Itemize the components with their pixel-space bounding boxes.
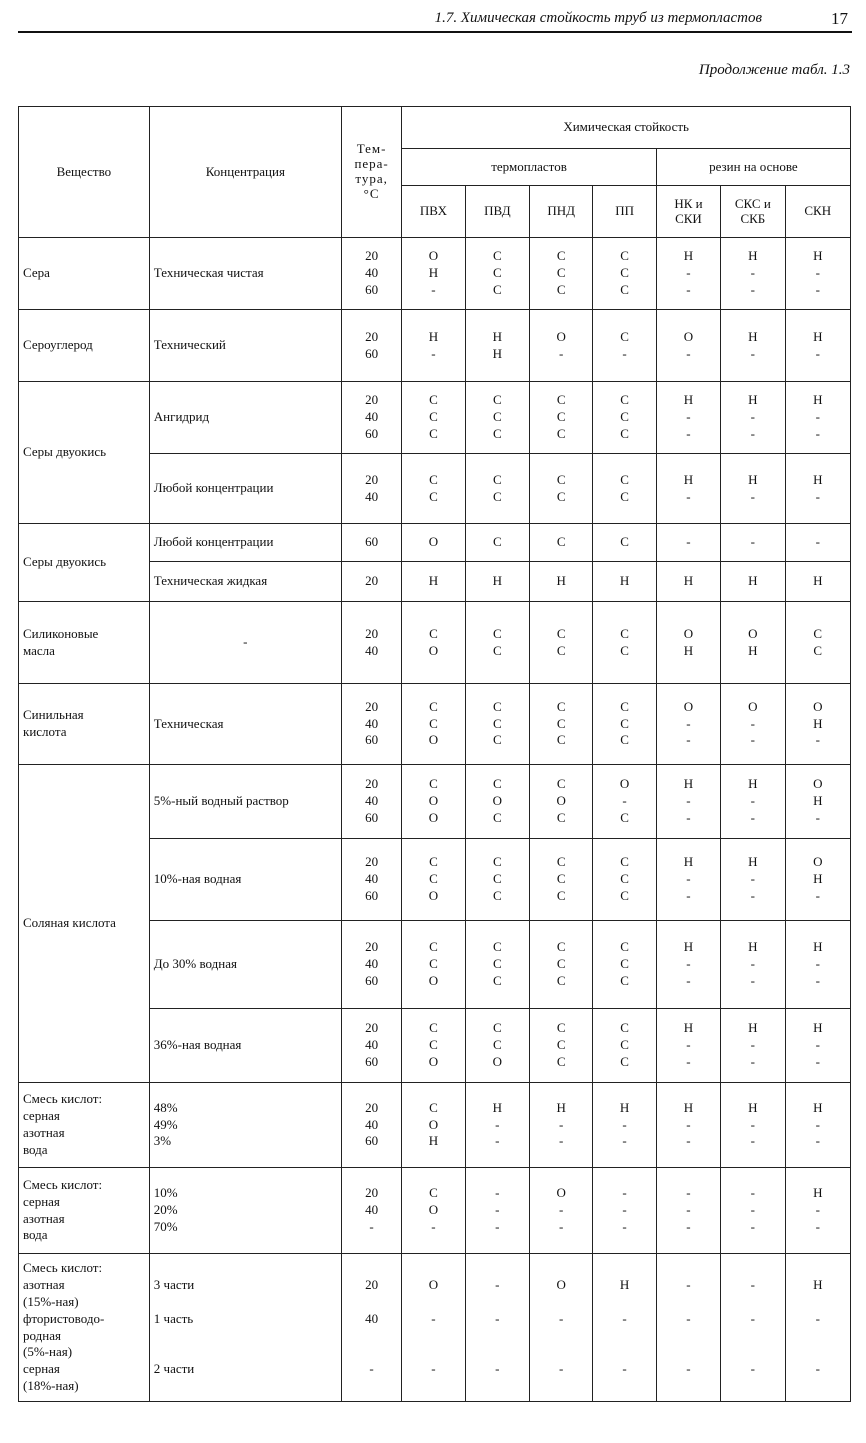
resistance-value-cell: С С С bbox=[530, 684, 593, 765]
resistance-value-cell: С С С bbox=[530, 839, 593, 921]
resistance-value-cell: С bbox=[465, 524, 529, 562]
resistance-value-cell: С О С bbox=[530, 765, 593, 839]
section-title: 1.7. Химическая стойкость труб из термопластов bbox=[434, 10, 762, 26]
substance-cell: Сероуглерод bbox=[19, 310, 150, 382]
resistance-value-cell: С С С bbox=[530, 921, 593, 1009]
resistance-value-cell: Н bbox=[785, 562, 850, 602]
resistance-value-cell: С - bbox=[593, 310, 656, 382]
resistance-value-cell: Н - bbox=[402, 310, 465, 382]
table-row bbox=[19, 382, 851, 454]
table-row bbox=[19, 310, 851, 382]
temperature-cell: 20 60 bbox=[341, 310, 401, 382]
substance-cell: Смесь кислот: серная азотная вода bbox=[19, 1168, 150, 1254]
col-pnd: ПНД bbox=[530, 186, 593, 238]
substance-cell: Смесь кислот: серная азотная вода bbox=[19, 1083, 150, 1168]
resistance-value-cell: О Н - bbox=[785, 839, 850, 921]
resistance-value-cell: Н - - bbox=[593, 1254, 656, 1402]
temperature-cell: 60 bbox=[341, 524, 401, 562]
table-row bbox=[19, 602, 851, 684]
resistance-value-cell: С С С bbox=[593, 921, 656, 1009]
temperature-cell: 20 40 60 bbox=[341, 839, 401, 921]
concentration-cell: Любой концентрации bbox=[149, 454, 341, 524]
concentration-cell: 36%-ная водная bbox=[149, 1009, 341, 1083]
resistance-value-cell: Н - - bbox=[785, 1009, 850, 1083]
col-pp: ПП bbox=[593, 186, 656, 238]
resistance-value-cell: Н - - bbox=[721, 382, 785, 454]
resistance-value-cell: О - bbox=[656, 310, 720, 382]
resistance-value-cell: Н - - bbox=[785, 1083, 850, 1168]
resistance-value-cell: Н - - bbox=[656, 1083, 720, 1168]
resistance-value-cell: О Н bbox=[721, 602, 785, 684]
resistance-value-cell: - bbox=[721, 524, 785, 562]
table-row bbox=[19, 1254, 851, 1402]
concentration-cell: 10% 20% 70% bbox=[149, 1168, 341, 1254]
resistance-value-cell: Н - - bbox=[465, 1083, 529, 1168]
header-rubbers: резин на основе bbox=[656, 149, 850, 186]
temperature-cell: 20 40 60 bbox=[341, 238, 401, 310]
resistance-value-cell: С С bbox=[530, 454, 593, 524]
resistance-value-cell: Н - - bbox=[721, 238, 785, 310]
concentration-cell: 48% 49% 3% bbox=[149, 1083, 341, 1168]
resistance-value-cell: С С С bbox=[593, 238, 656, 310]
resistance-value-cell: Н - - bbox=[656, 839, 720, 921]
resistance-value-cell: С С bbox=[593, 454, 656, 524]
table-row bbox=[19, 684, 851, 765]
temperature-cell: 20 40 - bbox=[341, 1168, 401, 1254]
concentration-cell: Техническая bbox=[149, 684, 341, 765]
resistance-value-cell: С С bbox=[530, 602, 593, 684]
page-header bbox=[18, 4, 852, 33]
resistance-value-cell: О - - bbox=[402, 1254, 465, 1402]
resistance-value-cell: С С bbox=[785, 602, 850, 684]
resistance-value-cell: Н - - bbox=[721, 839, 785, 921]
concentration-cell: 3 части 1 часть 2 части bbox=[149, 1254, 341, 1402]
substance-cell: Соляная кислота bbox=[19, 765, 150, 1083]
resistance-value-cell: О - - bbox=[530, 1254, 593, 1402]
substance-cell: Силиконовые масла bbox=[19, 602, 150, 684]
resistance-value-cell: С С С bbox=[465, 238, 529, 310]
header-concentration: Концентрация bbox=[149, 107, 341, 238]
resistance-value-cell: С С bbox=[465, 602, 529, 684]
resistance-value-cell: Н - bbox=[785, 454, 850, 524]
resistance-value-cell: Н - - bbox=[785, 1254, 850, 1402]
resistance-value-cell: С О О bbox=[402, 765, 465, 839]
resistance-value-cell: С bbox=[593, 524, 656, 562]
resistance-value-cell: С С С bbox=[465, 921, 529, 1009]
resistance-value-cell: Н - - bbox=[656, 1009, 720, 1083]
resistance-value-cell: Н - bbox=[656, 454, 720, 524]
resistance-value-cell: С С С bbox=[465, 684, 529, 765]
resistance-value-cell: Н - - bbox=[721, 1083, 785, 1168]
concentration-cell: До 30% водная bbox=[149, 921, 341, 1009]
table-row bbox=[19, 765, 851, 839]
concentration-cell: - bbox=[149, 602, 341, 684]
resistance-value-cell: С С О bbox=[402, 839, 465, 921]
resistance-value-cell: О Н - bbox=[785, 684, 850, 765]
concentration-cell: 10%-ная водная bbox=[149, 839, 341, 921]
resistance-value-cell: Н Н bbox=[465, 310, 529, 382]
resistance-value-cell: Н - - bbox=[721, 921, 785, 1009]
col-skn: СКН bbox=[785, 186, 850, 238]
resistance-value-cell: С С С bbox=[593, 839, 656, 921]
resistance-value-cell: Н - - bbox=[721, 1009, 785, 1083]
concentration-cell: Техническая жидкая bbox=[149, 562, 341, 602]
resistance-value-cell: Н - - bbox=[785, 1168, 850, 1254]
resistance-value-cell: Н bbox=[593, 562, 656, 602]
resistance-value-cell: О - - bbox=[530, 1168, 593, 1254]
table-row bbox=[19, 238, 851, 310]
substance-cell: Серы двуокись bbox=[19, 524, 150, 602]
header-substance: Вещество bbox=[19, 107, 150, 238]
resistance-value-cell: Н bbox=[721, 562, 785, 602]
substance-cell: Серы двуокись bbox=[19, 382, 150, 524]
resistance-value-cell: - - - bbox=[465, 1168, 529, 1254]
resistance-value-cell: Н - - bbox=[721, 765, 785, 839]
col-sks-skb: СКС и СКБ bbox=[721, 186, 785, 238]
resistance-value-cell: С С О bbox=[402, 684, 465, 765]
temperature-cell: 20 bbox=[341, 562, 401, 602]
resistance-value-cell: Н bbox=[656, 562, 720, 602]
resistance-value-cell: С С О bbox=[402, 1009, 465, 1083]
temperature-cell: 20 40 60 bbox=[341, 684, 401, 765]
substance-cell: Смесь кислот: азотная (15%-ная) фтористоводо- родная (5%-ная) серная (18%-ная) bbox=[19, 1254, 150, 1402]
resistance-value-cell: - bbox=[785, 524, 850, 562]
resistance-value-cell: Н - bbox=[721, 454, 785, 524]
resistance-value-cell: Н - - bbox=[656, 238, 720, 310]
resistance-value-cell: - - - bbox=[593, 1168, 656, 1254]
resistance-value-cell: Н - - bbox=[785, 921, 850, 1009]
temperature-cell: 20 40 bbox=[341, 454, 401, 524]
resistance-value-cell: Н - - bbox=[593, 1083, 656, 1168]
resistance-value-cell: Н bbox=[465, 562, 529, 602]
temperature-cell: 20 40 60 bbox=[341, 765, 401, 839]
resistance-value-cell: О Н - bbox=[402, 238, 465, 310]
resistance-value-cell: Н - bbox=[721, 310, 785, 382]
table-row bbox=[19, 524, 851, 562]
resistance-value-cell: С С bbox=[465, 454, 529, 524]
resistance-value-cell: С С С bbox=[593, 382, 656, 454]
col-pvh: ПВХ bbox=[402, 186, 465, 238]
chemical-resistance-table bbox=[18, 106, 851, 1402]
resistance-value-cell: Н - - bbox=[656, 765, 720, 839]
resistance-value-cell: С С С bbox=[530, 382, 593, 454]
resistance-value-cell: Н - - bbox=[656, 382, 720, 454]
temperature-cell: 20 40 60 bbox=[341, 1083, 401, 1168]
concentration-cell: Техническая чистая bbox=[149, 238, 341, 310]
resistance-value-cell: С С С bbox=[465, 839, 529, 921]
resistance-value-cell: О - bbox=[530, 310, 593, 382]
resistance-value-cell: С С С bbox=[465, 382, 529, 454]
resistance-value-cell: Н - - bbox=[656, 921, 720, 1009]
concentration-cell: Технический bbox=[149, 310, 341, 382]
table-row bbox=[19, 1083, 851, 1168]
resistance-value-cell: С О - bbox=[402, 1168, 465, 1254]
resistance-value-cell: С С О bbox=[465, 1009, 529, 1083]
col-nk-ski: НК и СКИ bbox=[656, 186, 720, 238]
resistance-value-cell: О - - bbox=[656, 684, 720, 765]
resistance-value-cell: С С bbox=[402, 454, 465, 524]
resistance-value-cell: - - - bbox=[721, 1168, 785, 1254]
table-row bbox=[19, 1168, 851, 1254]
resistance-value-cell: Н - bbox=[785, 310, 850, 382]
table-continuation-caption: Продолжение табл. 1.3 bbox=[698, 62, 850, 78]
resistance-value-cell: С О bbox=[402, 602, 465, 684]
resistance-value-cell: О - - bbox=[721, 684, 785, 765]
temperature-cell: 20 40 60 bbox=[341, 921, 401, 1009]
resistance-value-cell: Н - - bbox=[785, 238, 850, 310]
temperature-cell: 20 40 60 bbox=[341, 382, 401, 454]
resistance-value-cell: С С О bbox=[402, 921, 465, 1009]
resistance-value-cell: С С С bbox=[402, 382, 465, 454]
header-thermoplastics: термопластов bbox=[402, 149, 657, 186]
col-pvd: ПВД bbox=[465, 186, 529, 238]
substance-cell: Сера bbox=[19, 238, 150, 310]
temperature-cell: 20 40 - bbox=[341, 1254, 401, 1402]
resistance-value-cell: О Н - bbox=[785, 765, 850, 839]
resistance-value-cell: С С С bbox=[593, 1009, 656, 1083]
resistance-value-cell: Н bbox=[402, 562, 465, 602]
resistance-value-cell: - bbox=[656, 524, 720, 562]
resistance-value-cell: - - - bbox=[465, 1254, 529, 1402]
resistance-value-cell: С С С bbox=[530, 238, 593, 310]
resistance-value-cell: - - - bbox=[656, 1254, 720, 1402]
concentration-cell: Любой концентрации bbox=[149, 524, 341, 562]
resistance-value-cell: Н bbox=[530, 562, 593, 602]
page-number: 17 bbox=[831, 9, 848, 28]
header-temperature: Тем- пера- тура, °С bbox=[341, 107, 401, 238]
substance-cell: Синильная кислота bbox=[19, 684, 150, 765]
resistance-value-cell: С С bbox=[593, 602, 656, 684]
resistance-value-cell: О Н bbox=[656, 602, 720, 684]
resistance-value-cell: О - С bbox=[593, 765, 656, 839]
temperature-cell: 20 40 bbox=[341, 602, 401, 684]
resistance-value-cell: С О Н bbox=[402, 1083, 465, 1168]
resistance-value-cell: Н - - bbox=[530, 1083, 593, 1168]
resistance-value-cell: С С С bbox=[530, 1009, 593, 1083]
concentration-cell: Ангидрид bbox=[149, 382, 341, 454]
resistance-value-cell: С С С bbox=[593, 684, 656, 765]
concentration-cell: 5%-ный водный раствор bbox=[149, 765, 341, 839]
resistance-value-cell: С О С bbox=[465, 765, 529, 839]
resistance-value-cell: - - - bbox=[721, 1254, 785, 1402]
header-chemical-resistance: Химическая стойкость bbox=[402, 107, 851, 149]
resistance-value-cell: О bbox=[402, 524, 465, 562]
resistance-value-cell: С bbox=[530, 524, 593, 562]
resistance-value-cell: - - - bbox=[656, 1168, 720, 1254]
temperature-cell: 20 40 60 bbox=[341, 1009, 401, 1083]
resistance-value-cell: Н - - bbox=[785, 382, 850, 454]
